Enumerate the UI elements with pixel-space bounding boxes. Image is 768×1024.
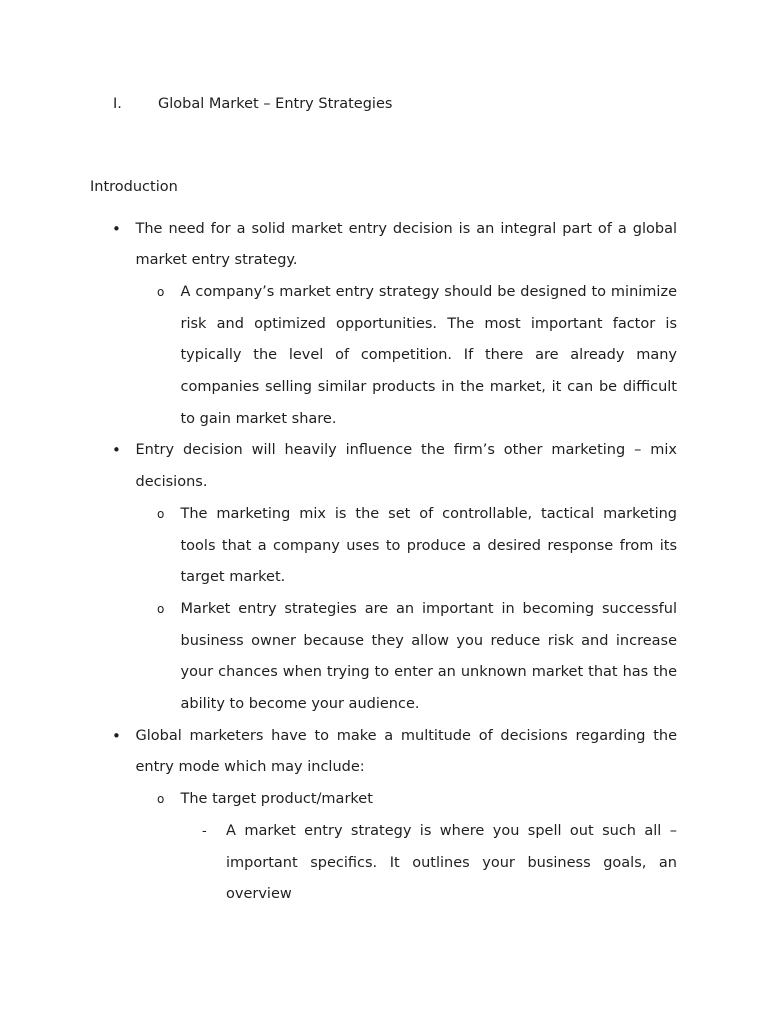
sub-bullet-marker: o [157,284,165,299]
list-item [90,784,677,816]
sub-bullet-marker: o [157,792,165,807]
bullet-marker: • [112,219,121,238]
section-number: I. [113,96,122,112]
list-item [90,721,677,784]
list-item-text: Entry decision will heavily influence the firm’s other marketing – mix decisions. [135,442,677,491]
bullet-marker: • [112,726,121,745]
list-item-text: The marketing mix is the set of controllable, tactical marketing tools that a company uses to produce a desired response from its target market. [180,505,677,586]
list-item-text: The target product/market [180,791,373,808]
list-item-text: The need for a solid market entry decision is an integral part of a global market entry strategy. [135,220,677,269]
sub-bullet-marker: o [157,506,165,521]
introduction-label: Introduction [90,179,178,195]
list-item [90,214,677,277]
list-item-text: A company’s market entry strategy should be designed to minimize risk and optimized opportunities. The most important factor is typically the level of competition. If there are already many companies selling similar products in the market, it can be difficult to gain market share. [180,283,677,427]
list-item [90,435,677,498]
dash-marker: - [202,823,207,839]
list-item [90,277,677,436]
list-item [90,594,677,721]
section-title: Global Market – Entry Strategies [158,96,393,112]
list-item [90,816,677,911]
list-item [90,499,677,594]
sub-bullet-marker: o [157,601,165,616]
list-item-text: Global marketers have to make a multitude of decisions regarding the entry mode which may include: [135,727,677,776]
bullet-list [90,214,677,911]
list-item-text: Market entry strategies are an important in becoming successful business owner because they allow you reduce risk and increase your chances when trying to enter an unknown market that has the ability to become your audience. [180,600,677,713]
list-item-text: A market entry strategy is where you spell out such all – important specifics. It outlines your business goals, an overview [226,822,677,903]
bullet-marker: • [112,441,121,460]
